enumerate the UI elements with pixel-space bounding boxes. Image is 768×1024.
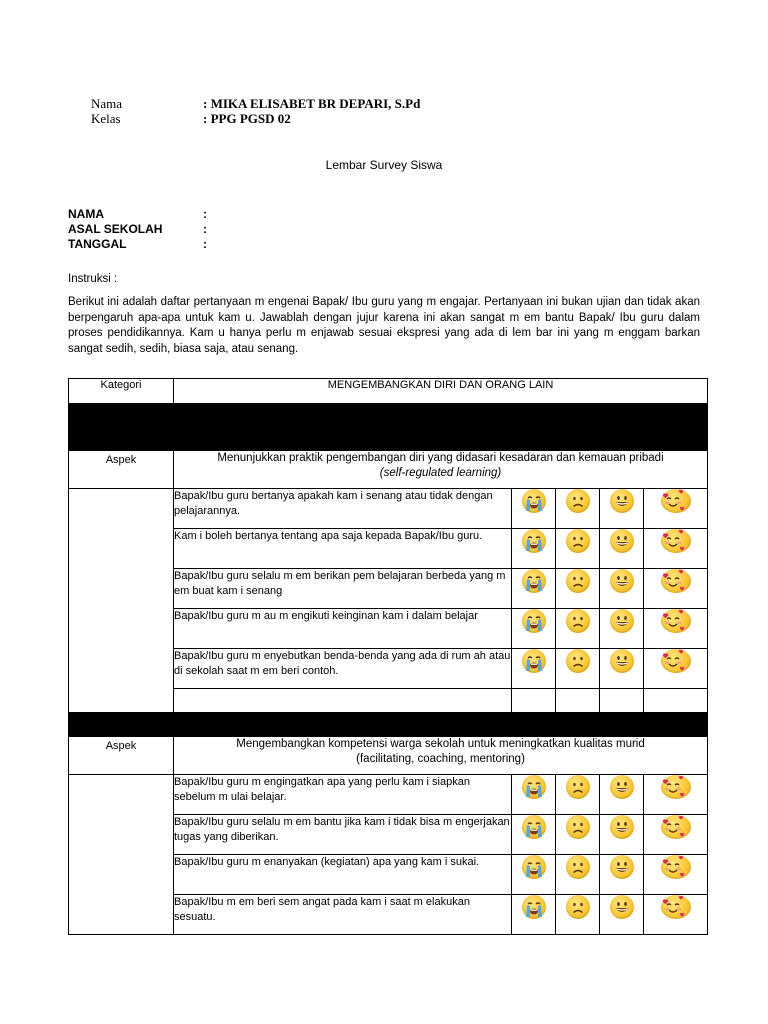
instructions-heading: Instruksi :	[68, 273, 118, 285]
section1-questions	[69, 489, 708, 713]
rating-very-sad[interactable]	[512, 775, 556, 815]
loudly-crying-face-icon	[522, 775, 546, 799]
smiling-face-with-hearts-icon	[661, 529, 691, 553]
loudly-crying-face-icon	[522, 895, 546, 919]
grinning-face-icon	[610, 489, 634, 513]
rating-sad[interactable]	[556, 775, 600, 815]
grinning-face-icon	[610, 609, 634, 633]
rating-happy[interactable]	[644, 569, 708, 609]
identity-nama-colon: :	[203, 207, 207, 221]
frowning-face-icon	[566, 855, 590, 879]
rating-sad[interactable]	[556, 609, 600, 649]
smiling-face-with-hearts-icon	[661, 815, 691, 839]
rating-sad[interactable]	[556, 569, 600, 609]
aspek-subtext: (facilitating, coaching, mentoring)	[356, 753, 525, 765]
rating-happy[interactable]	[644, 775, 708, 815]
question-row	[69, 489, 708, 529]
aspek-subtext: (self-regulated learning)	[379, 467, 502, 479]
rating-neutral[interactable]	[600, 569, 644, 609]
loudly-crying-face-icon	[522, 609, 546, 633]
grinning-face-icon	[610, 529, 634, 553]
loudly-crying-face-icon	[522, 529, 546, 553]
kategori-label: Kategori	[69, 379, 174, 404]
frowning-face-icon	[566, 569, 590, 593]
rating-very-sad[interactable]	[512, 815, 556, 855]
frowning-face-icon	[566, 529, 590, 553]
rating-very-sad[interactable]	[512, 855, 556, 895]
loudly-crying-face-icon	[522, 815, 546, 839]
rating-very-sad[interactable]	[512, 649, 556, 689]
question-text: Bapak/Ibu guru m engingatkan apa yang perlu kam i siapkan sebelum m ulai belajar.	[174, 775, 512, 815]
rating-neutral[interactable]	[600, 895, 644, 935]
aspek-row-2	[69, 737, 708, 775]
grinning-face-icon	[610, 895, 634, 919]
frowning-face-icon	[566, 609, 590, 633]
rating-neutral[interactable]	[600, 609, 644, 649]
identity-sekolah-colon: :	[203, 222, 207, 236]
aspek-text: Mengembangkan kompetensi warga sekolah untuk meningkatkan kualitas murid	[236, 738, 645, 750]
nama-value: : MIKA ELISABET BR DEPARI, S.Pd	[203, 96, 421, 111]
rating-happy[interactable]	[644, 649, 708, 689]
rating-sad[interactable]	[556, 895, 600, 935]
question-text: Bapak/Ibu guru bertanya apakah kam i senang atau tidak dengan pelajarannya.	[174, 489, 512, 529]
nama-label: Nama	[91, 96, 123, 111]
frowning-face-icon	[566, 489, 590, 513]
identity-nama-label: NAMA	[68, 207, 104, 221]
kelas-label: Kelas	[91, 111, 121, 126]
question-text: Bapak/Ibu guru selalu m em bantu jika kam i tidak bisa m engerjakan tugas yang diberikan.	[174, 815, 512, 855]
rating-sad[interactable]	[556, 489, 600, 529]
rating-neutral[interactable]	[600, 489, 644, 529]
rating-sad[interactable]	[556, 529, 600, 569]
smiling-face-with-hearts-icon	[661, 649, 691, 673]
question-text: Bapak/Ibu guru selalu m em berikan pem belajaran berbeda yang m em buat kam i senang	[174, 569, 512, 609]
frowning-face-icon	[566, 649, 590, 673]
grinning-face-icon	[610, 775, 634, 799]
frowning-face-icon	[566, 775, 590, 799]
smiling-face-with-hearts-icon	[661, 489, 691, 513]
question-text: Bapak/Ibu guru m au m engikuti keinginan kam i dalam belajar	[174, 609, 512, 649]
rating-happy[interactable]	[644, 609, 708, 649]
page-title: Lembar Survey Siswa	[325, 158, 443, 172]
rating-very-sad[interactable]	[512, 609, 556, 649]
identity-tanggal-label: TANGGAL	[68, 237, 127, 251]
frowning-face-icon	[566, 895, 590, 919]
rating-neutral[interactable]	[600, 815, 644, 855]
kelas-value: : PPG PGSD 02	[203, 111, 291, 126]
rating-sad[interactable]	[556, 855, 600, 895]
question-text: Bapak/Ibu guru m enyebutkan benda-benda yang ada di rum ah atau di sekolah saat m em beri contoh.	[174, 649, 512, 689]
empty-category-cell	[69, 775, 174, 935]
smiling-face-with-hearts-icon	[661, 609, 691, 633]
aspek-description	[174, 451, 708, 489]
section2-questions	[69, 775, 708, 935]
smiling-face-with-hearts-icon	[661, 895, 691, 919]
grinning-face-icon	[610, 569, 634, 593]
rating-very-sad[interactable]	[512, 569, 556, 609]
rating-neutral[interactable]	[600, 775, 644, 815]
empty-category-cell	[69, 489, 174, 713]
rating-very-sad[interactable]	[512, 489, 556, 529]
survey-table	[68, 378, 708, 935]
kategori-row	[69, 379, 708, 404]
smiling-face-with-hearts-icon	[661, 775, 691, 799]
smiling-face-with-hearts-icon	[661, 569, 691, 593]
smiling-face-with-hearts-icon	[661, 855, 691, 879]
rating-happy[interactable]	[644, 855, 708, 895]
aspek-label: Aspek	[69, 737, 174, 775]
rating-neutral[interactable]	[600, 649, 644, 689]
aspek-description	[174, 737, 708, 775]
rating-very-sad[interactable]	[512, 529, 556, 569]
question-text: Bapak/Ibu guru m enanyakan (kegiatan) apa yang kam i sukai.	[174, 855, 512, 895]
loudly-crying-face-icon	[522, 569, 546, 593]
instructions-body: Berikut ini adalah daftar pertanyaan m engenai Bapak/ Ibu guru yang m engajar. Pertanyaan ini bukan ujian dan tidak akan berpengaruh apa-apa untuk kam u. Jawablah dengan jujur karena ini akan sangat m em bantu Bapak/ Ibu guru dalam proses pendidikannya. Kam u hanya perlu m enjawab sesuai ekspresi yang ada di lem bar ini yang m enggam barkan sangat sedih, sedih, biasa saja, atau senang.	[68, 296, 700, 355]
rating-happy[interactable]	[644, 895, 708, 935]
loudly-crying-face-icon	[522, 855, 546, 879]
black-band-2	[69, 713, 708, 737]
frowning-face-icon	[566, 815, 590, 839]
aspek-text: Menunjukkan praktik pengembangan diri yang didasari kesadaran dan kemauan pribadi	[217, 452, 664, 464]
kategori-value: MENGEMBANGKAN DIRI DAN ORANG LAIN	[174, 379, 708, 404]
rating-neutral[interactable]	[600, 855, 644, 895]
rating-neutral[interactable]	[600, 529, 644, 569]
grinning-face-icon	[610, 649, 634, 673]
rating-happy[interactable]	[644, 529, 708, 569]
loudly-crying-face-icon	[522, 489, 546, 513]
question-text: Kam i boleh bertanya tentang apa saja kepada Bapak/Ibu guru.	[174, 529, 512, 569]
grinning-face-icon	[610, 855, 634, 879]
aspek-row-1	[69, 451, 708, 489]
rating-happy[interactable]	[644, 489, 708, 529]
identity-tanggal-colon: :	[203, 237, 207, 251]
rating-happy[interactable]	[644, 815, 708, 855]
grinning-face-icon	[610, 815, 634, 839]
rating-sad[interactable]	[556, 649, 600, 689]
rating-very-sad[interactable]	[512, 895, 556, 935]
identity-sekolah-label: ASAL SEKOLAH	[68, 222, 163, 236]
black-band	[69, 404, 708, 451]
question-row	[69, 775, 708, 815]
question-text: Bapak/Ibu m em beri sem angat pada kam i saat m elakukan sesuatu.	[174, 895, 512, 935]
rating-sad[interactable]	[556, 815, 600, 855]
loudly-crying-face-icon	[522, 649, 546, 673]
aspek-label: Aspek	[69, 451, 174, 489]
